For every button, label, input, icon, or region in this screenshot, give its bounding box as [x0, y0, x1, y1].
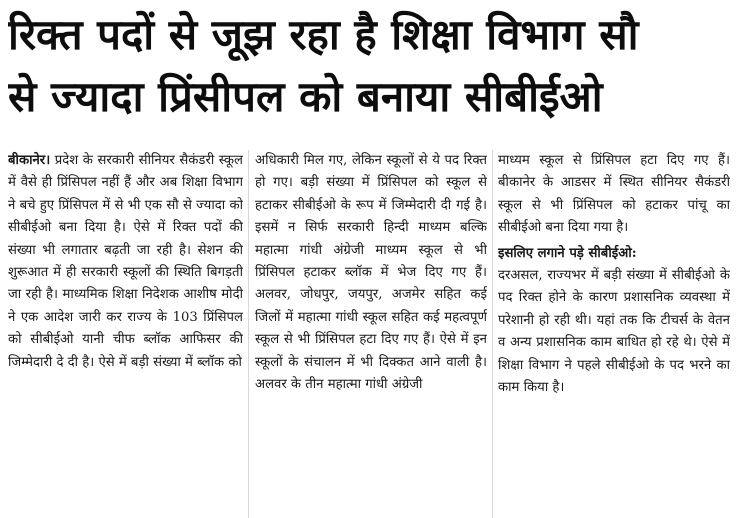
- article-column-3: [498, 150, 730, 518]
- column-1-text: प्रदेश के सरकारी सीनियर सैकंडरी स्कूल में वैसे ही प्रिंसिपल नहीं हैं और अब शिक्षा विभाग ने बचे हुए प्रिंसिपल में से भी एक सौ से ज्यादा को सीबीईओ बना दिया है। ऐसे में रिक्त पदों की संख्या भी लगातार बढ़ती जा रही है। सेशन की शुरूआत में ही सरकारी स्कूलों की स्थिति बिगड़ती जा रही है। माध्यमिक शिक्षा निदेशक आशीष मोदी ने एक आदेश जारी कर राज्य के 103 प्रिंसिपल को सीबीईओ यानी चीफ ब्लॉक आफिसर की जिम्मेदारी दे दी है। ऐसे में बड़ी संख्या में ब्लॉक को: [8, 153, 243, 370]
- subheading: इसलिए लगाने पड़े सीबीईओ:: [498, 245, 637, 261]
- column-3-text: माध्यम स्कूल से प्रिंसिपल हटा दिए गए हैं। बीकानेर के आडसर में स्थित सीनियर सैकंडरी स्कूल से भी प्रिंसिपल को हटाकर पांचू का सीबीईओ बना दिया गया है।: [498, 153, 730, 236]
- headline-line-2: से ज्यादा प्रिंसीपल को बनाया सीबीईओ: [8, 72, 603, 121]
- headline: [8, 4, 748, 128]
- headline-line-1: रिक्त पदों से जूझ रहा है शिक्षा विभाग सौ: [8, 10, 639, 59]
- column-3b-text: दरअसल, राज्यभर में बड़ी संख्या में सीबीईओ के पद रिक्त होने के कारण प्रशासनिक व्यवस्था में परेशानी हो रही थी। यहां तक कि टीचर्स के वेतन व अन्य प्रशासनिक काम बाधित हो रहे थे। ऐसे में शिक्षा विभाग ने पहले सीबीईओ के पद भरने का काम किया है।: [498, 268, 730, 396]
- column-divider: [248, 150, 249, 518]
- article-column-1: [8, 150, 243, 518]
- column-2-text: अधिकारी मिल गए, लेकिन स्कूलों से ये पद रिक्त हो गए। बड़ी संख्या में प्रिंसिपल को स्कूल से हटाकर सीबीईओ के रूप में जिम्मेदारी दी गई है। इसमें न सिर्फ सरकारी हिन्दी माध्यम बल्कि महात्मा गांधी अंग्रेजी माध्यम स्कूल से भी प्रिंसिपल हटाकर ब्लॉक में भेज दिए गए हैं। अलवर, जोधपुर, जयपुर, अजमेर सहित कई जिलों में महात्मा गांधी स्कूल सहित कई महत्वपूर्ण स्कूल से भी प्रिंसिपल हटा दिए गए हैं। ऐसे में इन स्कूलों के संचालन में भी दिक्कत आने वाली है। अलवर के तीन महात्मा गांधी अंग्रेजी: [255, 153, 487, 393]
- column-divider: [492, 150, 493, 518]
- article-column-2: [255, 150, 487, 518]
- dateline: बीकानेर।: [8, 153, 51, 168]
